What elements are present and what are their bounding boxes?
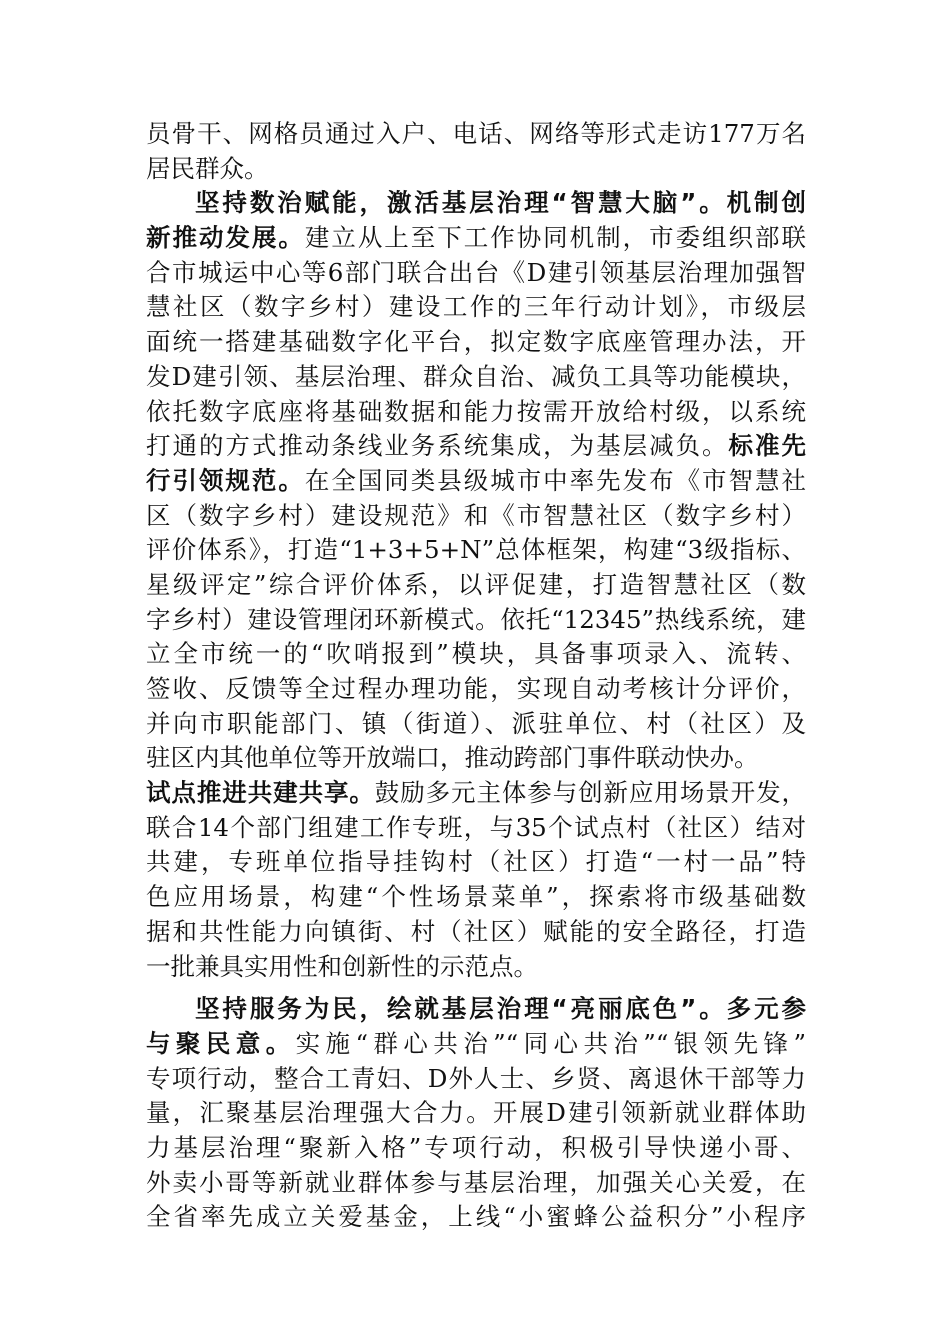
- paragraph-2-line-4: 慧社区（数字乡村）建设工作的三年行动计划》，市级层: [146, 292, 806, 322]
- paragraph-2-line-23: 一批兼具实用性和创新性的示范点。: [146, 951, 538, 981]
- paragraph-1-line-1: 员骨干、网格员通过入户、电话、网络等形式走访177万名: [146, 119, 806, 148]
- paragraph-3-line-4: 量，汇聚基层治理强大合力。开展D建引领新就业群体助: [146, 1098, 806, 1128]
- paragraph-2-line-15: 签收、反馈等全过程办理功能，实现自动考核计分评价，: [146, 674, 806, 703]
- paragraph-2-line-21: 色应用场景，构建“个性场景菜单”，探索将市级基础数: [146, 882, 806, 912]
- paragraph-3-line-6: 外卖小哥等新就业群体参与基层治理，加强关心关爱，在: [146, 1167, 806, 1197]
- paragraph-2-line-1: [146, 186, 806, 221]
- paragraph-3-text: 实施“群心共治”“同心共治”“银领先锋”: [295, 1028, 806, 1058]
- paragraph-3-line-3: 专项行动，整合工青妇、D外人士、乡贤、离退休干部等力: [146, 1063, 806, 1093]
- paragraph-3-line-7: 全省率先成立关爱基金，上线“小蜜蜂公益积分”小程序: [146, 1202, 806, 1232]
- paragraph-2-line-12: 星级评定”综合评价体系，以评促建，打造智慧社区（数: [146, 569, 806, 599]
- paragraph-2-line-14: 立全市统一的“吹哨报到”模块，具备事项录入、流转、: [146, 639, 806, 669]
- document-body: [146, 117, 806, 1235]
- paragraph-2-line-6: 发D建引领、基层治理、群众自治、减负工具等功能模块，: [146, 361, 806, 391]
- paragraph-2-line-22: 据和共性能力向镇街、村（社区）赋能的安全路径，打造: [146, 916, 806, 946]
- paragraph-2-line-18: [146, 776, 806, 811]
- paragraph-spacer: [146, 984, 806, 992]
- paragraph-3-line-5: 力基层治理“聚新入格”专项行动，积极引导快递小哥、: [146, 1132, 806, 1162]
- paragraph-2-line-7: 依托数字底座将基础数据和能力按需开放给村级，以系统: [146, 396, 806, 426]
- section-heading-service: 坚持服务为民，绘就基层治理“亮丽底色”。: [195, 994, 727, 1024]
- paragraph-2-line-20: 共建，专班单位指导挂钩村（社区）打造“一村一品”特: [146, 847, 806, 877]
- subheading-pilot: 试点推进共建共享。: [146, 778, 375, 808]
- paragraph-2-text: 在全国同类县级城市中率先发布《市智慧社: [304, 465, 806, 495]
- subheading-standard-part2: 行引领规范。: [146, 465, 305, 495]
- subheading-participation-part2: 与聚民意。: [146, 1028, 296, 1058]
- paragraph-2-line-17: 驻区内其他单位等开放端口，推动跨部门事件联动快办。: [146, 743, 759, 773]
- paragraph-2-line-10: 区（数字乡村）建设规范》和《市智慧社区（数字乡村）: [146, 500, 806, 530]
- subheading-standard-part1: 标准先: [728, 431, 807, 461]
- paragraph-2-line-8: [146, 429, 806, 464]
- paragraph-1-line-2: 居民群众。: [146, 153, 269, 183]
- paragraph-2-line-19: 联合14个部门组建工作专班，与35个试点村（社区）结对: [146, 812, 806, 842]
- paragraph-2-line-11: 评价体系》，打造“1+3+5+N”总体框架，构建“3级指标、: [146, 535, 806, 565]
- paragraph-2-line-13: 字乡村）建设管理闭环新模式。依托“12345”热线系统，建: [146, 604, 806, 634]
- paragraph-3-line-1: [146, 992, 806, 1027]
- paragraph-2-line-3: 合市城运中心等6部门联合出台《D建引领基层治理加强智: [146, 257, 806, 287]
- paragraph-2-text: 鼓励多元主体参与创新应用场景开发，: [374, 778, 806, 808]
- subheading-mechanism-part1: 机制创: [726, 188, 807, 218]
- subheading-mechanism-part2: 新推动发展。: [146, 223, 305, 253]
- subheading-participation-part1: 多元参: [726, 994, 807, 1024]
- paragraph-2-line-5: 面统一搭建基础数字化平台，拟定数字底座管理办法，开: [146, 327, 806, 357]
- section-heading-digital: 坚持数治赋能，激活基层治理“智慧大脑”。: [195, 188, 727, 218]
- paragraph-2-text: 建立从上至下工作协同机制，市委组织部联: [304, 223, 806, 253]
- paragraph-2-text: 打通的方式推动条线业务系统集成，为基层减负。: [146, 431, 729, 461]
- paragraph-3-line-2: [146, 1027, 806, 1062]
- paragraph-2-line-2: [146, 221, 806, 256]
- paragraph-2-line-16: 并向市职能部门、镇（街道）、派驻单位、村（社区）及: [146, 708, 806, 738]
- paragraph-2-line-9: [146, 464, 806, 499]
